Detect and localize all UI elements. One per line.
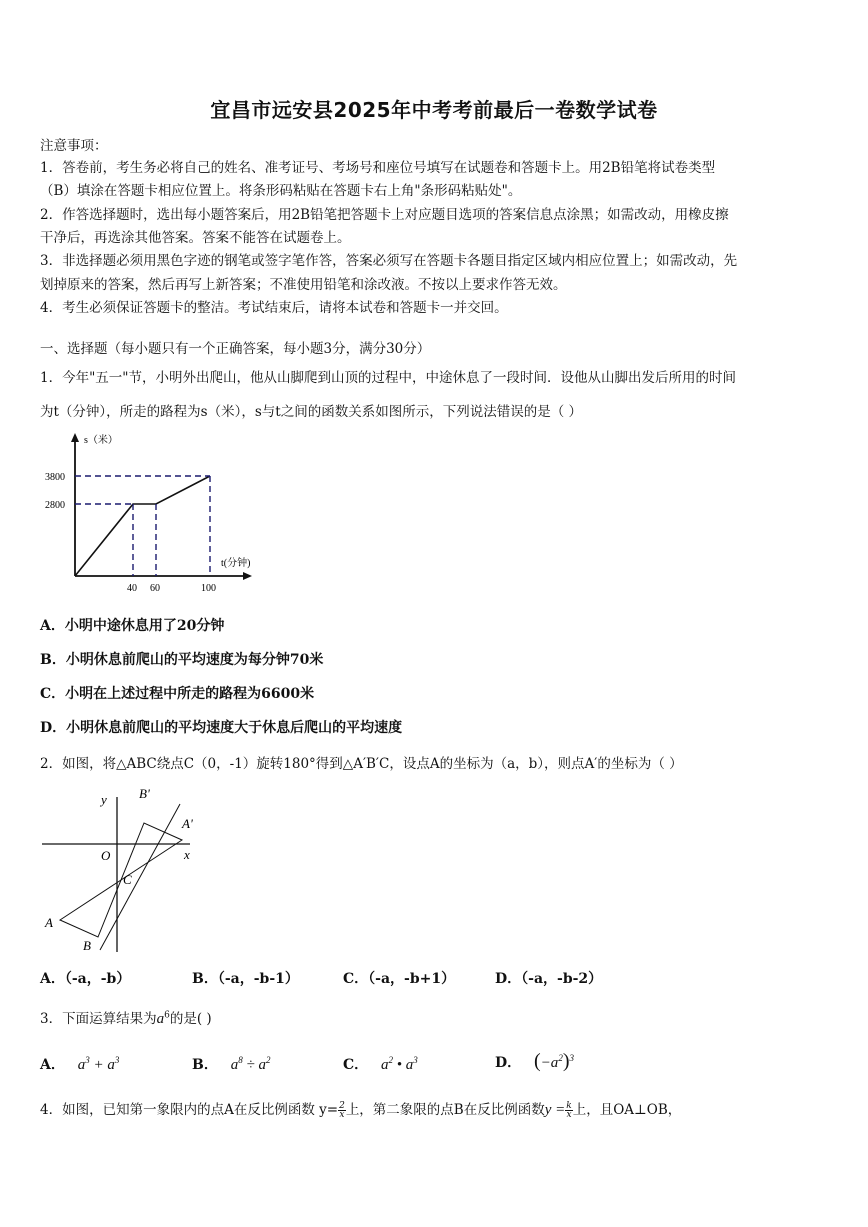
q1-option-d[interactable]: D．小明休息前爬山的平均速度大于休息后爬山的平均速度 — [40, 720, 403, 736]
graph-x-tick-40: 40 — [127, 583, 137, 594]
fig-origin-label: O — [101, 848, 111, 863]
fig-point-c: C — [123, 872, 132, 887]
graph-y-tick-2800: 2800 — [45, 500, 65, 511]
q1-option-b[interactable]: B．小明休息前爬山的平均速度为每分钟70米 — [40, 652, 324, 668]
note-2-cont: 干净后，再选涂其他答案。答案不能答在试题卷上。 — [40, 230, 351, 246]
q1-stem-line1: 1．今年"五一"节，小明外出爬山，他从山脚爬到山顶的过程中，中途休息了一段时间．设他从山脚出发后所用的时间 — [40, 370, 737, 386]
q2-option-a[interactable]: A．（-a，-b） — [40, 971, 131, 987]
fig-y-label: y — [101, 792, 107, 807]
fig-x-label: x — [184, 847, 190, 862]
note-2: 2．作答选择题时，选出每小题答案后，用2B铅笔把答题卡上对应题目选项的答案信息点涂黑；如需改动，用橡皮擦 — [40, 207, 729, 223]
note-3-cont: 划掉原来的答案，然后再写上新答案；不准使用铅笔和涂改液。不按以上要求作答无效。 — [40, 277, 567, 293]
q3-option-a[interactable]: A． $a^3 + a^3$ — [40, 1055, 120, 1073]
graph-y-tick-3800: 3800 — [45, 472, 65, 483]
q2-option-b[interactable]: B．（-a，-b-1） — [192, 971, 299, 987]
q1-option-c[interactable]: C．小明在上述过程中所走的路程为6600米 — [40, 686, 315, 702]
note-4: 4．考生必须保证答题卡的整洁。考试结束后，请将本试卷和答题卡一并交回。 — [40, 300, 508, 316]
graph-x-label: t(分钟) — [221, 558, 251, 569]
page-title: 宜昌市远安县2025年中考考前最后一卷数学试卷 — [210, 98, 658, 122]
q2-option-c[interactable]: C．（-a，-b+1） — [343, 971, 456, 987]
note-1-cont: （B）填涂在答题卡相应位置上。将条形码粘贴在答题卡右上角"条形码粘贴处"。 — [40, 183, 522, 199]
section-heading: 一、选择题（每小题只有一个正确答案，每小题3分，满分30分） — [40, 341, 431, 357]
q3-option-c[interactable]: C． $a^2$ • $a^3$ — [343, 1055, 418, 1073]
note-3: 3．非选择题必须用黑色字迹的钢笔或签字笔作答，答案必须写在答题卡各题目指定区域内相应位置上；如需改动，先 — [40, 253, 738, 269]
q4-stem: 4．如图，已知第一象限内的点A在反比例函数 y= $\frac{2}{x}$ 上，第二象限的点B在反比例函数y = $\frac{k}{x}$ 上，且OA⊥OB， — [40, 1101, 682, 1120]
fig-point-b: B — [83, 938, 91, 953]
q3-option-b[interactable]: B． $a^8 \div a^2$ — [192, 1055, 271, 1073]
q1-stem-line2: 为t（分钟），所走的路程为s（米），s与t之间的函数关系如图所示，下列说法错误的是（ ） — [40, 404, 582, 420]
graph-y-label: s（米） — [84, 435, 118, 446]
q2-stem: 2．如图，将△ABC绕点C（0，-1）旋转180°得到△A′B′C，设点A的坐标为（a，b），则点A′的坐标为（ ） — [40, 756, 683, 772]
q2-rotation-figure — [40, 782, 210, 957]
q2-option-d[interactable]: D．（-a，-b-2） — [495, 971, 603, 987]
q3-stem: 3．下面运算结果为$a^6$的是( ) — [40, 1010, 212, 1027]
graph-x-tick-100: 100 — [201, 583, 216, 594]
note-1: 1．答卷前，考生务必将自己的姓名、准考证号、考场号和座位号填写在试题卷和答题卡上。用2B铅笔将试卷类型 — [40, 160, 716, 176]
fig-point-a: A — [45, 915, 53, 930]
q3-option-d[interactable]: D． $(-a^2)^3$ — [495, 1050, 574, 1072]
q1-option-a[interactable]: A．小明中途休息用了20分钟 — [40, 618, 225, 634]
q1-distance-time-graph — [40, 428, 270, 598]
graph-x-tick-60: 60 — [150, 583, 160, 594]
fig-point-b-prime: B' — [139, 786, 150, 801]
fig-point-a-prime: A' — [182, 816, 193, 831]
notes-heading: 注意事项： — [40, 138, 108, 154]
